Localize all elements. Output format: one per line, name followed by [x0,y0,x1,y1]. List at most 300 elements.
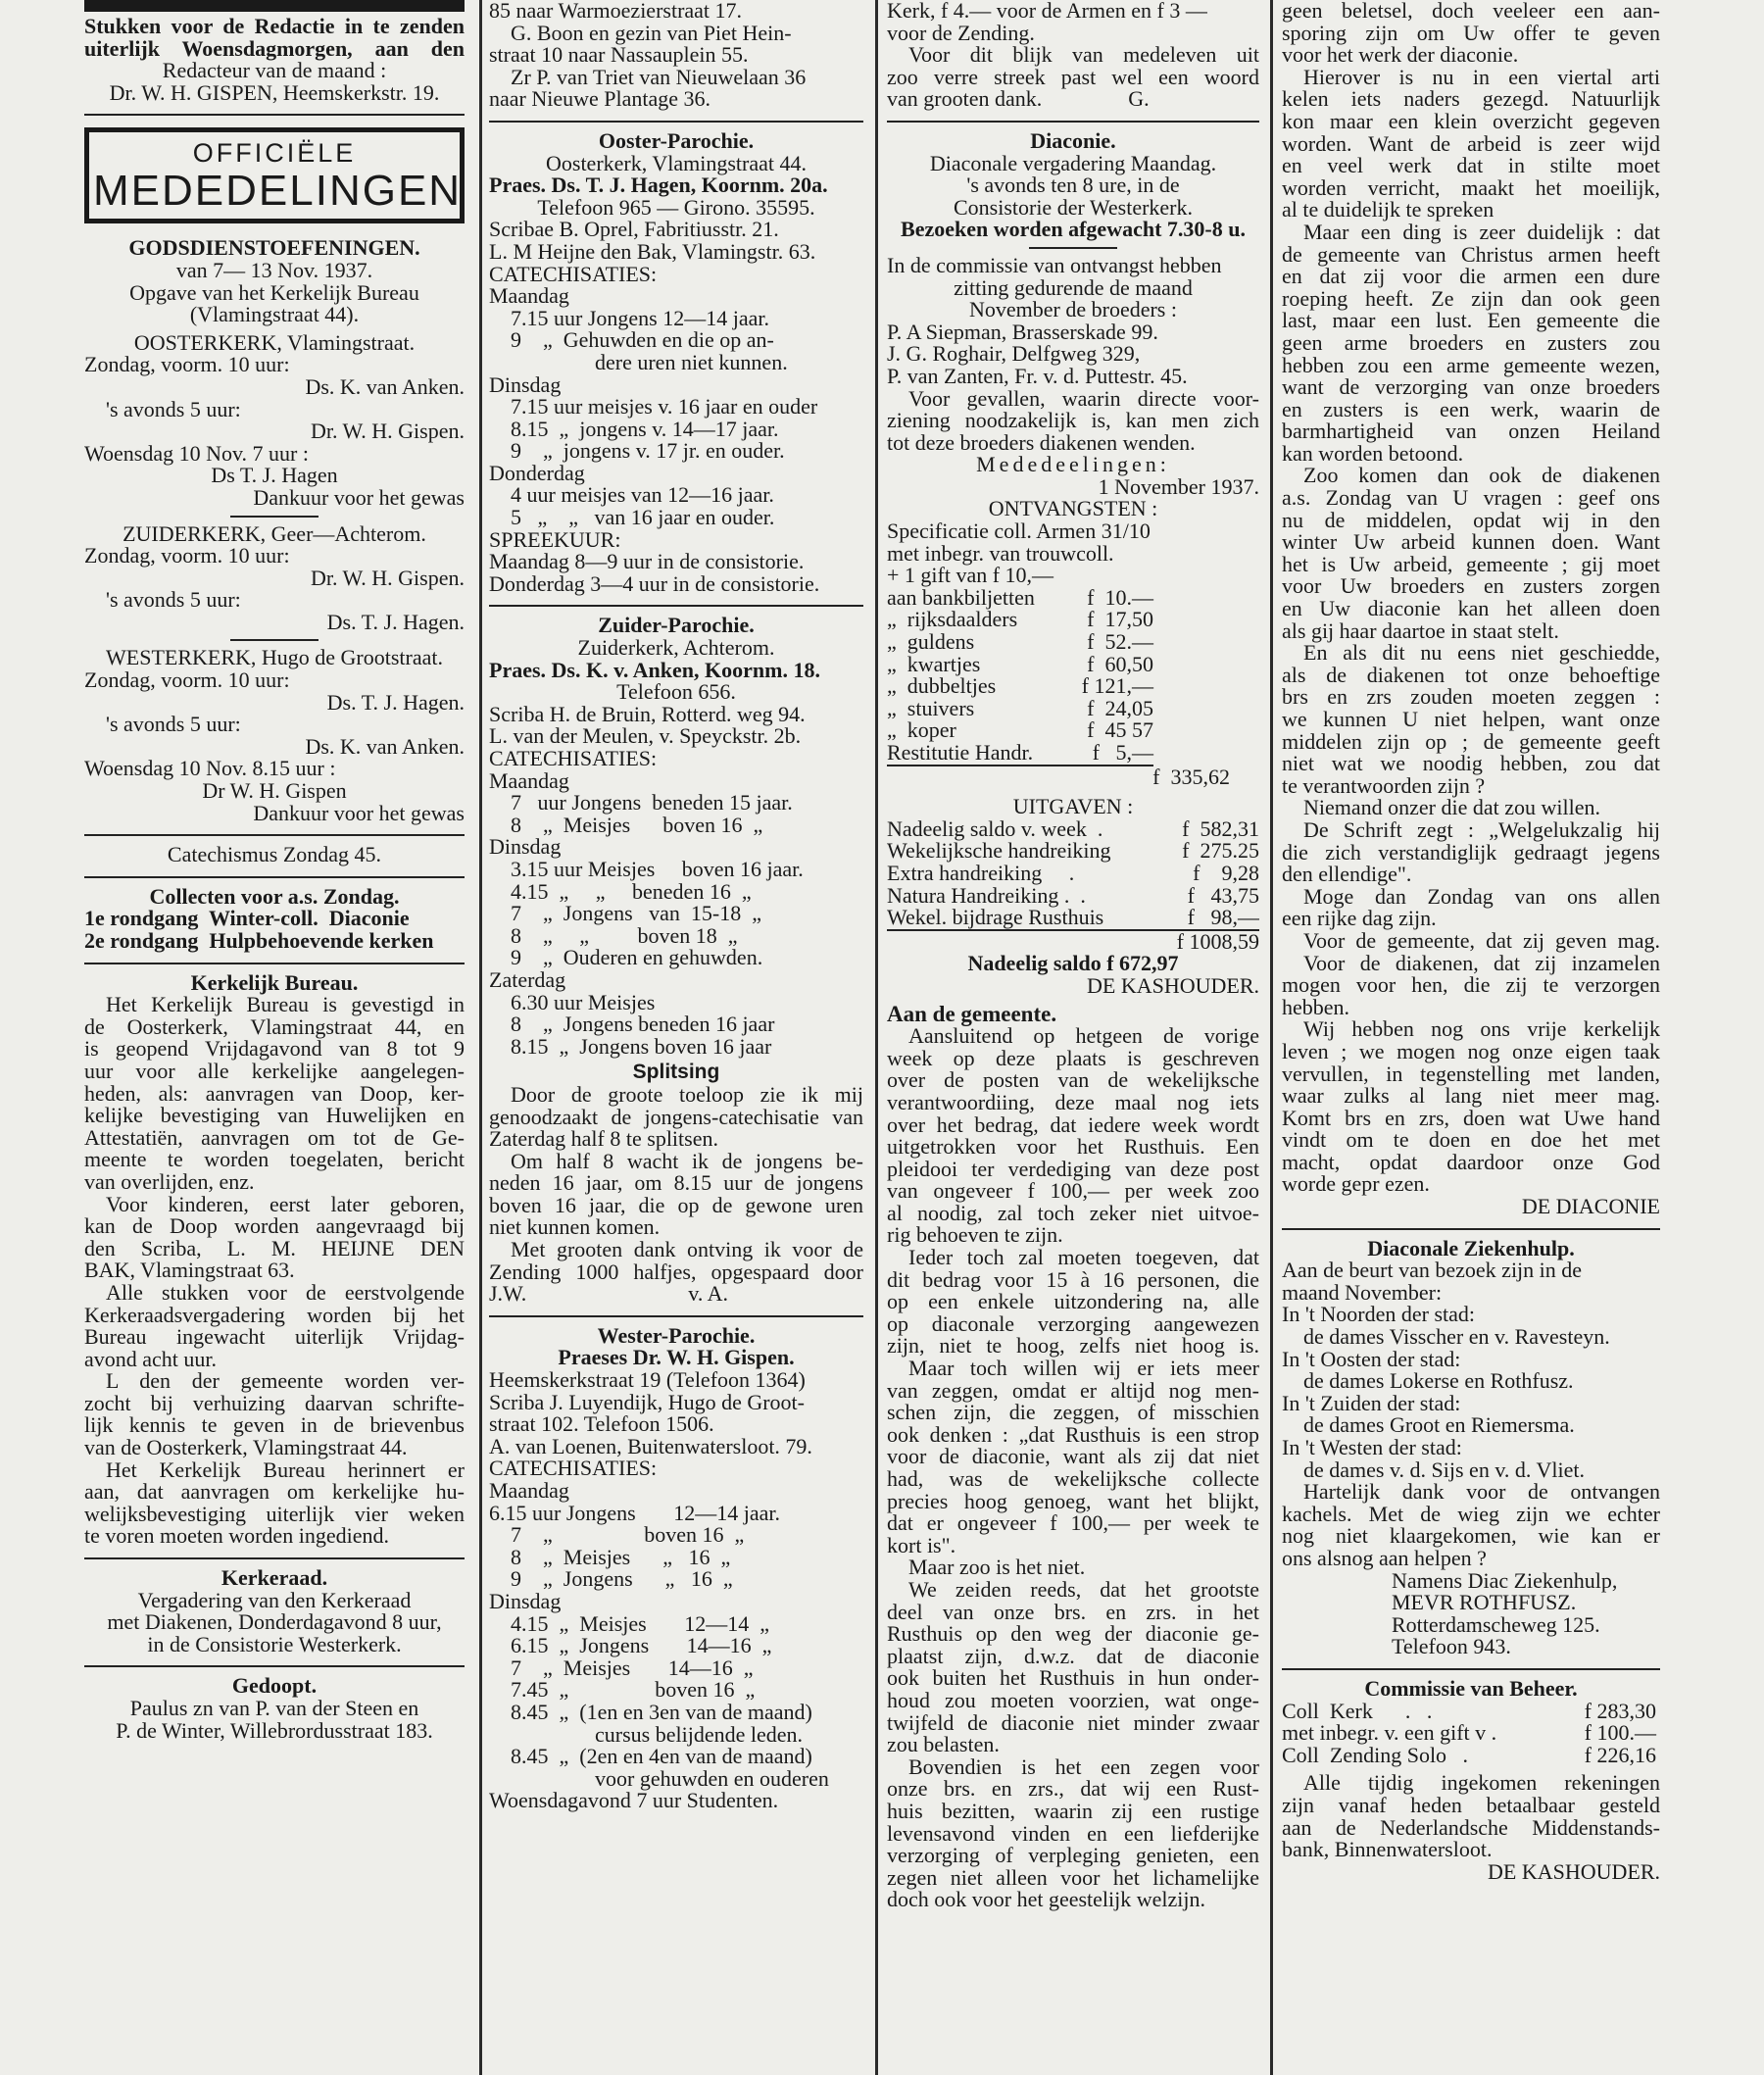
text-line: zijn, niet te hoog, zelfs niet hoog is. [887,1333,1259,1359]
text-line: zoo verre streek past wel een woord [887,64,1259,89]
text-line: Alle stukken voor de eerstvolgende [106,1279,465,1305]
text-line: kelijke bevestiging van Huwelijken en [84,1103,465,1128]
section-rule [1282,1228,1660,1230]
table-row [887,651,1153,676]
text-line: en Uw diaconie kan het alleen doen [1282,596,1660,621]
text-line: In 't Noorden der stad: [1282,1302,1476,1327]
text-line: heden, als: aanvragen van Doop, ker- [84,1080,465,1106]
text-line: genoodzaakt de jongens-catechisatie van [489,1104,863,1129]
text-line: kachels. Met de wieg zijn we echter [1282,1501,1660,1526]
text-line: Rotterdamscheweg 125. [1392,1611,1600,1637]
row-amount: f 9,28 [1193,860,1259,885]
text-line: worde gepr ezen. [1282,1171,1430,1197]
banner-main-text: MEDEDELINGEN [93,167,463,216]
text-line: Voor kinderen, eerst later geboren, [106,1191,465,1216]
row-label: Natura Handreiking . . [887,882,1086,908]
row-amount: f 10.— [1087,584,1153,610]
intro-line: Stukken voor de Redactie in te zenden [84,14,465,38]
text-line: aan, dat aanvragen om kerkelijke hu- [84,1479,465,1505]
row-amount: f 45 57 [1087,717,1153,743]
text-line: waar zulks al lang niet meer mag. [1282,1083,1660,1109]
text-line: in de Consistorie Westerkerk. [147,1631,402,1656]
text-line: en veel werk dat in stilte moet [1282,153,1660,178]
row-amount: f 17,50 [1087,607,1153,632]
text-line: leven ; we mogen nog onze eigen taak [1282,1038,1660,1063]
table-row [887,860,1259,885]
text-line: worden verricht, maakt het moeilijk, [1282,174,1660,200]
section-rule [84,1665,465,1667]
text-line: Zaterdag half 8 te splitsen. [489,1126,718,1152]
text-line: 6.15 „ Jongens 14—16 „ [511,1633,772,1658]
section-rule [489,1315,863,1317]
text-line: 4.15 „ „ beneden 16 „ [511,878,752,904]
section-rule [84,834,465,836]
text-line: A. van Loenen, Buitenwatersloot. 79. [489,1433,812,1458]
row-label: „ rijksdaalders [887,607,1018,632]
text-line: worden. Want de arbeid is zeer wijd [1282,130,1660,156]
row-label: „ guldens [887,629,975,655]
section-heading: Collecten voor a.s. Zondag. [149,883,400,909]
text-line: houd zou moeten voorzien, wat onge- [887,1687,1259,1712]
table-row [887,584,1153,610]
text-line: lijk kennis te geven in de brievenbus [84,1412,465,1438]
text-line: Diaconale vergadering Maandag. [929,150,1217,175]
text-line: Dr. W. H. Gispen. [310,419,465,444]
text-line: te voren moeten worden ingediend. [84,1523,389,1549]
section-heading: Diaconale Ziekenhulp. [1367,1235,1575,1260]
intro-line: Redacteur van de maand : [162,58,387,83]
text-line: 9 „ Ouderen en gehuwden. [511,945,763,970]
text-line: Ds. T. J. Hagen. [326,609,465,634]
text-line: Maandag [489,767,569,793]
text-line: Attestatiën, aanvragen om tot de Ge- [84,1124,465,1150]
date-line: 1 November 1937. [1098,473,1259,499]
text-line: Dinsdag [489,834,562,860]
church-heading: ZUIDERKERK, Geer—Achterom. [122,520,426,546]
text-line: vindt om te doen en doe het met [1282,1127,1660,1153]
text-line: Ieder toch zal moeten toegeven, dat [908,1245,1259,1270]
text-line: levensavond vinden en een liefderijke [887,1820,1259,1846]
section-heading: GODSDIENSTOEFENINGEN. [128,235,420,261]
text-line: Dinsdag [489,371,562,397]
text-line: op diaconale verzorging aangewezen [887,1310,1259,1336]
row-label: Wekelijksche handreiking [887,838,1111,864]
section-rule [489,121,863,123]
text-line: Ds. T. J. Hagen. [326,689,465,715]
text-line: Scribae B. Oprel, Fabritiusstr. 21. [489,217,779,242]
text-line: we kunnen U niet helpen, want onze [1282,707,1660,731]
row-label: Coll Zending Solo . [1282,1742,1469,1767]
text-line: In 't Westen der stad: [1282,1435,1462,1459]
text-line: Scriba H. de Bruin, Rotterd. weg 94. [489,701,806,726]
text-line: Telefoon 965 — Girono. 35595. [537,194,815,220]
text-line: L. M Heijne den Bak, Vlamingstr. 63. [489,238,816,264]
text-line: Zondag, voorm. 10 uur: [84,667,290,693]
mededeelingen-heading: Mededeelingen: [976,452,1170,477]
text-line: ziening noodzakelijk is, kan men zich [887,408,1259,433]
uitgaven-table [887,815,1259,931]
text-line: de dames Visscher en v. Ravesteyn. [1303,1324,1610,1350]
text-line: Woensdagavond 7 uur Studenten. [489,1788,779,1813]
officiele-mededelingen-banner [84,127,465,223]
text-line: en dat zij voor die armen een dure [1282,264,1660,289]
text-line: 7 „ Jongens van 15-18 „ [511,901,762,926]
total-amount: f 1008,59 [1176,928,1259,954]
text-line: 8 „ Meisjes „ 16 „ [511,1544,731,1569]
text-line: van 7— 13 Nov. 1937. [175,257,373,282]
text-line: Alle tijdig ingekomen rekeningen [1303,1770,1660,1796]
table-row [887,815,1259,841]
row-amount: f 100.— [1584,1720,1656,1746]
text-line: 8 „ „ boven 18 „ [511,922,738,948]
text-line: dat er ongeveer f 100,— per week te [887,1510,1259,1536]
section-heading: Kerkeraad. [220,1565,328,1591]
text-line: 8.15 „ Jongens boven 16 jaar [511,1033,772,1059]
text-line: avond acht uur. [84,1346,218,1371]
section-heading: Ooster-Parochie. [598,127,755,153]
text-line: ook denken : „dat Rusthuis is een strop [887,1421,1259,1447]
row-label: Restitutie Handr. [887,740,1034,765]
text-line: plaatst zijn, d.w.z. dat de diaconie [887,1643,1259,1668]
text-line: ons alsnog aan helpen ? [1282,1545,1487,1570]
signature: DE KASHOUDER. [1488,1858,1660,1884]
text-line: 8 „ Jongens beneden 16 jaar [511,1012,775,1037]
section-heading: Aan de gemeente. [887,1001,1057,1026]
row-label: „ dubbeltjes [887,673,997,699]
table-row [1282,1722,1656,1745]
text-line: 8 „ Meisjes boven 16 „ [511,812,763,837]
text-line: Namens Diac Ziekenhulp, [1392,1567,1618,1593]
row-amount: f 24,05 [1087,695,1153,720]
text-line: Bureau ingewacht uiterlijk Vrijdag- [84,1324,465,1350]
text-line: twijfeld de diaconie niet minder zwaar [887,1709,1259,1735]
text-line: In 't Zuiden der stad: [1282,1390,1461,1415]
text-line: Maandag [489,1478,569,1503]
text-line: De Schrift zegt : „Welgelukzalig hij [1303,816,1660,842]
section-heading: Zuider-Parochie. [598,613,755,638]
text-line: die zich verstandiglijk gedraagt jegens [1282,839,1660,865]
text-line: Zondag, voorm. 10 uur: [84,352,290,377]
church-heading: WESTERKERK, Hugo de Grootstraat. [106,645,443,670]
section-rule [84,963,465,964]
text-line: zitting gedurende de maand [954,274,1193,300]
text-line: 6.30 uur Meisjes [511,989,656,1014]
signature: DE KASHOUDER. [1087,972,1259,998]
text-line: 5 „ „ van 16 jaar en ouder. [511,505,775,530]
text-line: macht, opdat daardoor onze God [1282,1149,1660,1174]
text-line: Het Kerkelijk Bureau herinnert er [106,1457,465,1482]
text-line: Maandag [489,283,569,309]
table-row [887,609,1153,631]
text-line: ook buiten het Rusthuis in hun onder- [887,1665,1259,1691]
text-line: voor de Zending. [887,20,1035,45]
text-line: doch ook voor het geestelijk welzijn. [887,1887,1206,1912]
subheading: UITGAVEN : [1012,794,1134,819]
text-line: a.s. Zondag van U vragen : geef ons [1282,485,1660,511]
text-line: schen zijn, die zeggen, of misschien [887,1400,1259,1425]
row-amount: f 226,16 [1584,1742,1656,1767]
table-row [887,675,1153,698]
text-line: de dames v. d. Sijs en v. d. Vliet. [1303,1457,1585,1482]
text-line: roeping heeft. Ze zijn dan ook geen [1282,285,1660,311]
text-line: L. van der Meulen, v. Speyckstr. 2b. [489,723,802,749]
text-line: Wij hebben nog ons vrije kerkelijk [1303,1016,1660,1042]
short-rule [1029,247,1117,249]
text-line: Praes. Ds. K. v. Anken, Koornm. 18. [489,657,820,682]
table-row [887,631,1153,654]
text-line: 7 uur Jongens beneden 15 jaar. [511,790,793,815]
row-amount: f 43,75 [1187,882,1259,908]
row-label: Coll Kerk . . [1282,1698,1433,1723]
row-amount: f 121,— [1081,673,1153,699]
text-line: Praeses Dr. W. H. Gispen. [558,1345,795,1370]
text-line: 4.15 „ Meisjes 12—14 „ [511,1610,769,1636]
text-line: hebben. [1282,994,1350,1019]
text-line: kan worden betoond. [1282,440,1464,466]
text-line: 3.15 uur Meisjes boven 16 jaar. [511,856,804,881]
subheading: CATECHISATIES: [489,1456,658,1481]
text-line: Maar zoo is het niet. [908,1555,1086,1580]
text-line: meente te worden toegelaten, bericht [84,1147,465,1172]
column-4 [1282,0,1660,2075]
text-line: 85 naar Warmoezierstraat 17. [489,0,743,23]
row-amount: f 275.25 [1182,838,1259,864]
text-line: P. van Zanten, Fr. v. d. Puttestr. 45. [887,363,1188,388]
text-line: van zeggen, omdat er altijd nog men- [887,1377,1259,1403]
text-line: Maandag 8—9 uur in de consistorie. [489,549,805,574]
text-line: aan de Nederlandsche Middenstands- [1282,1814,1660,1840]
text-line: Maar toch willen wij er iets meer [908,1356,1259,1381]
text-line: barmhartigheid van onzen Heiland [1282,419,1660,444]
row-amount: f 5,— [1092,740,1153,765]
text-line: 's avonds ten 8 ure, in de [966,173,1180,198]
text-line: kon maar een klein overzicht gegeven [1282,108,1660,133]
text-line: middelen zijn op ; de gemeente geeft [1282,728,1660,754]
ontvangsten-table [887,584,1153,766]
text-line: + 1 gift van f 10,— [887,563,1054,588]
text-line: 's avonds 5 uur: [106,712,241,737]
banner-top-text: OFFICIËLE [192,138,357,169]
text-line: voor de diaconie, want als zij dat niet [887,1444,1259,1469]
text-line: Dankuur voor het gewas [253,800,465,825]
text-line: het is Uw arbeid, gemeente ; gij moet [1282,551,1660,576]
row-label: „ stuivers [887,695,975,720]
text-line: 7 „ boven 16 „ [511,1522,745,1548]
text-line: winter Uw arbeid kunnen doen. Want [1282,529,1660,555]
text-line: Moge dan Zondag van ons allen [1303,883,1660,909]
text-line: 9 „ jongens v. 17 jr. en ouder. [511,438,785,464]
section-rule [84,114,465,116]
row-amount: f 582,31 [1182,815,1259,841]
text-line: Kerkeraadsvergadering worden bij het [84,1302,465,1327]
section-heading: Commissie van Beheer. [1364,1675,1578,1701]
text-line: rig behoeven te zijn. [887,1222,1063,1248]
table-row [887,695,1153,720]
text-line: had, was de wekelijksche collecte [887,1466,1259,1491]
text-line: Ds. K. van Anken. [305,373,465,399]
text-line: 7.15 uur Jongens 12—14 jaar. [511,305,769,330]
subheading: ONTVANGSTEN : [988,496,1158,521]
text-line: Paulus zn van P. van der Steen en [129,1696,419,1720]
text-line: Specificatie coll. Armen 31/10 [887,519,1151,544]
text-line: van de Oosterkerk, Vlamingstraat 44. [84,1435,408,1460]
text-line: voor gehuwden en ouderen [595,1765,829,1791]
text-line: precies hoog genoeg, want het blijkt, [887,1488,1259,1513]
text-line: verzorging of verpleging genieten, een [887,1843,1259,1868]
text-line: want de verzorging van onze broeders [1282,374,1660,400]
text-line: uitgetrokken voor het Rusthuis. Een [887,1134,1259,1160]
text-line: boven 16 jaar, die op de gewone uren [489,1192,863,1217]
row-label: Extra handreiking . [887,860,1075,885]
text-line: Maar een ding is zeer duidelijk : dat [1303,219,1660,244]
text-line: is geopend Vrijdagavond van 8 tot 9 [84,1036,465,1062]
table-row [887,742,1153,766]
text-line: 4 uur meisjes van 12—16 jaar. [511,482,774,508]
text-line: pleidooi ter verdediging van deze post [887,1156,1259,1181]
text-line: als gij haar daartoe in staat stelt. [1282,618,1559,643]
text-line: 8.45 „ (2en en 4en van de maand) [511,1744,812,1769]
text-line: nu de middelen, opdat wij in den [1282,507,1660,532]
table-row [887,719,1153,742]
text-line: kan de Doop worden aangevraagd bij [84,1213,465,1239]
text-line: neden 16 jaar, om 8.15 uur de jongens [489,1170,863,1196]
text-line: van ongeveer f 100,— per week zoo [887,1178,1259,1204]
subheading: CATECHISATIES: [489,746,658,770]
text-line: Heemskerkstraat 19 (Telefoon 1364) [489,1367,806,1393]
text-line: de dames Lokerse en Rothfusz. [1303,1368,1574,1394]
text-line: niet kunnen komen. [489,1214,661,1240]
text-line: Praes. Ds. T. J. Hagen, Koornm. 20a. [489,173,828,198]
text-line: P. A Siepman, Brasserskade 99. [887,319,1158,344]
text-line: 7 „ Meisjes 14—16 „ [511,1655,754,1680]
text-line: Dr. W. H. Gispen. [310,565,465,590]
text-line: vervullen, in tegenstelling met landen, [1282,1061,1660,1086]
total-amount: f 335,62 [1152,764,1230,789]
text-line: Komt brs en zrs, doen wat Uwe hand [1282,1105,1660,1130]
text-line: van overlijden, enz. [84,1168,255,1194]
text-line: straat 10 naar Nassauplein 55. [489,42,749,68]
text-line: MEVR ROTHFUSZ. [1392,1590,1577,1615]
text-line: Zuiderkerk, Achterom. [577,635,775,661]
text-line: Telefoon 943. [1392,1634,1511,1659]
text-line: 8.45 „ (1en en 3en van de maand) [511,1699,812,1724]
text-line: Zr P. van Triet van Nieuwelaan 36 [511,64,807,89]
text-line: naar Nieuwe Plantage 36. [489,86,711,112]
text-line: Opgave van het Kerkelijk Bureau [129,279,419,305]
text-line: met inbegr. van trouwcoll. [887,540,1114,566]
collecte-line: 1e rondgang Winter-coll. Diaconie [84,906,410,931]
text-line: mogen voor hen, die zij te verzorgen [1282,972,1660,998]
text-line: zijn vanaf heden betaalbaar gesteld [1282,1792,1660,1817]
text-line: Donderdag 3—4 uur in de consistorie. [489,570,820,596]
section-heading: Wester-Parochie. [597,1322,756,1348]
row-amount: f 60,50 [1087,651,1153,676]
text-line: tot deze broeders diakenen wenden. [887,429,1196,455]
text-line: nog niet klaargekomen, wie kan er [1282,1523,1660,1549]
text-line: 's avonds 5 uur: [106,396,241,421]
text-line: J. G. Roghair, Delfgweg 329, [887,341,1141,367]
text-line: deel van onze brs. en zrs. in het [887,1599,1259,1624]
text-line: brs en zrs zouden moeten zeggen : [1282,684,1660,710]
row-label: Wekel. bijdrage Rusthuis [887,905,1104,930]
text-line: welijksbevestiging uiterlijk vier weken [84,1501,465,1526]
text-line: BAK, Vlamingstraat 63. [84,1258,295,1283]
text-line: de dames Groot en Riemersma. [1303,1412,1575,1438]
section-heading: Gedoopt. [231,1673,318,1699]
text-line: Aan de beurt van bezoek zijn in de [1282,1258,1583,1283]
text-line: over het bedrag, dat iedere week wordt [887,1112,1259,1137]
text-line: geen arme broeders en zusters zou [1282,329,1660,355]
text-line: Aansluitend op hetgeen de vorige [908,1023,1259,1049]
column-1 [84,0,465,2075]
section-rule [1282,1668,1660,1670]
text-line: 8.15 „ jongens v. 14—17 jaar. [511,416,779,441]
text-line: met Diakenen, Donderdagavond 8 uur, [107,1609,442,1635]
text-line: als de diakenen tot onze behoeftige [1282,662,1660,687]
text-line: cursus belijdende leden. [595,1721,803,1747]
text-line: sporing zijn om Uw offer te geven [1282,20,1660,45]
text-line: op een enkele uitzondering na, alle [887,1289,1259,1314]
short-rule [230,516,318,518]
text-line: Vergadering van den Kerkeraad [137,1587,412,1612]
text-line: zocht bij verhuizing daarvan schrifte- [84,1390,465,1415]
section-heading: Kerkelijk Bureau. [190,969,359,995]
short-rule [230,639,318,641]
text-line: week op deze plaats is geschreven [887,1045,1259,1070]
text-line: Woensdag 10 Nov. 7 uur : [84,440,309,466]
section-rule [84,876,465,878]
text-line: al te duidelijk te spreken [1282,197,1494,222]
column-divider [1270,0,1273,2075]
text-line: 9 „ Jongens „ 16 „ [511,1566,733,1592]
text-line: Scriba J. Luyendijk, Hugo de Groot- [489,1389,805,1414]
text-line: de Oosterkerk, Vlamingstraat 44, en [84,1013,465,1039]
row-label: aan bankbiljetten [887,584,1035,610]
column-3 [887,0,1259,2075]
text-line: zegen niet alleen voor het lichamelijke [887,1864,1259,1890]
section-rule [84,1557,465,1559]
text-line: onze brs. en zrs., dat wij een Rust- [887,1776,1259,1802]
text-line: Dr W. H. Gispen [202,778,347,804]
text-line: Consistorie der Westerkerk. [953,194,1194,220]
section-heading: Splitsing [632,1061,720,1084]
row-label: met inbegr. v. een gift v . [1282,1720,1497,1746]
section-rule [887,121,1259,123]
table-row [887,840,1259,863]
collecte-line: 2e rondgang Hulpbehoevende kerken [84,928,434,953]
text-line: Woensdag 10 Nov. 8.15 uur : [84,756,336,781]
text-line: een rijke dag zijn. [1282,906,1437,931]
text-line: Telefoon 656. [616,679,736,705]
text-line: dere uren niet kunnen. [595,349,788,374]
text-line: Kerk, f 4.— voor de Armen en f 3 — [887,0,1207,23]
row-label: „ kwartjes [887,651,981,676]
text-line: En als dit nu eens niet geschiedde, [1303,640,1660,666]
text-line: last, maar een lust. Een gemeente die [1282,308,1660,333]
section-heading: Diaconie. [1030,127,1116,153]
text-line: Ds. K. van Anken. [305,733,465,759]
text-line: 7.15 uur meisjes v. 16 jaar en ouder [511,394,818,420]
church-heading: OOSTERKERK, Vlamingstraat. [133,329,416,355]
table-row [1282,1698,1656,1723]
text-line: Door de groote toeloop zie ik mij [511,1081,863,1107]
text-line: den ellendige". [1282,862,1412,887]
row-amount: f 52.— [1087,629,1153,655]
text-line: voor Uw broeders en zusters zorgen [1282,573,1660,599]
text-line: Voor gevallen, waarin directe voor- [908,385,1259,411]
text-line: en zusters is een werk, waarin de [1282,396,1660,421]
saldo-line: Nadeelig saldo f 672,97 [967,951,1179,976]
